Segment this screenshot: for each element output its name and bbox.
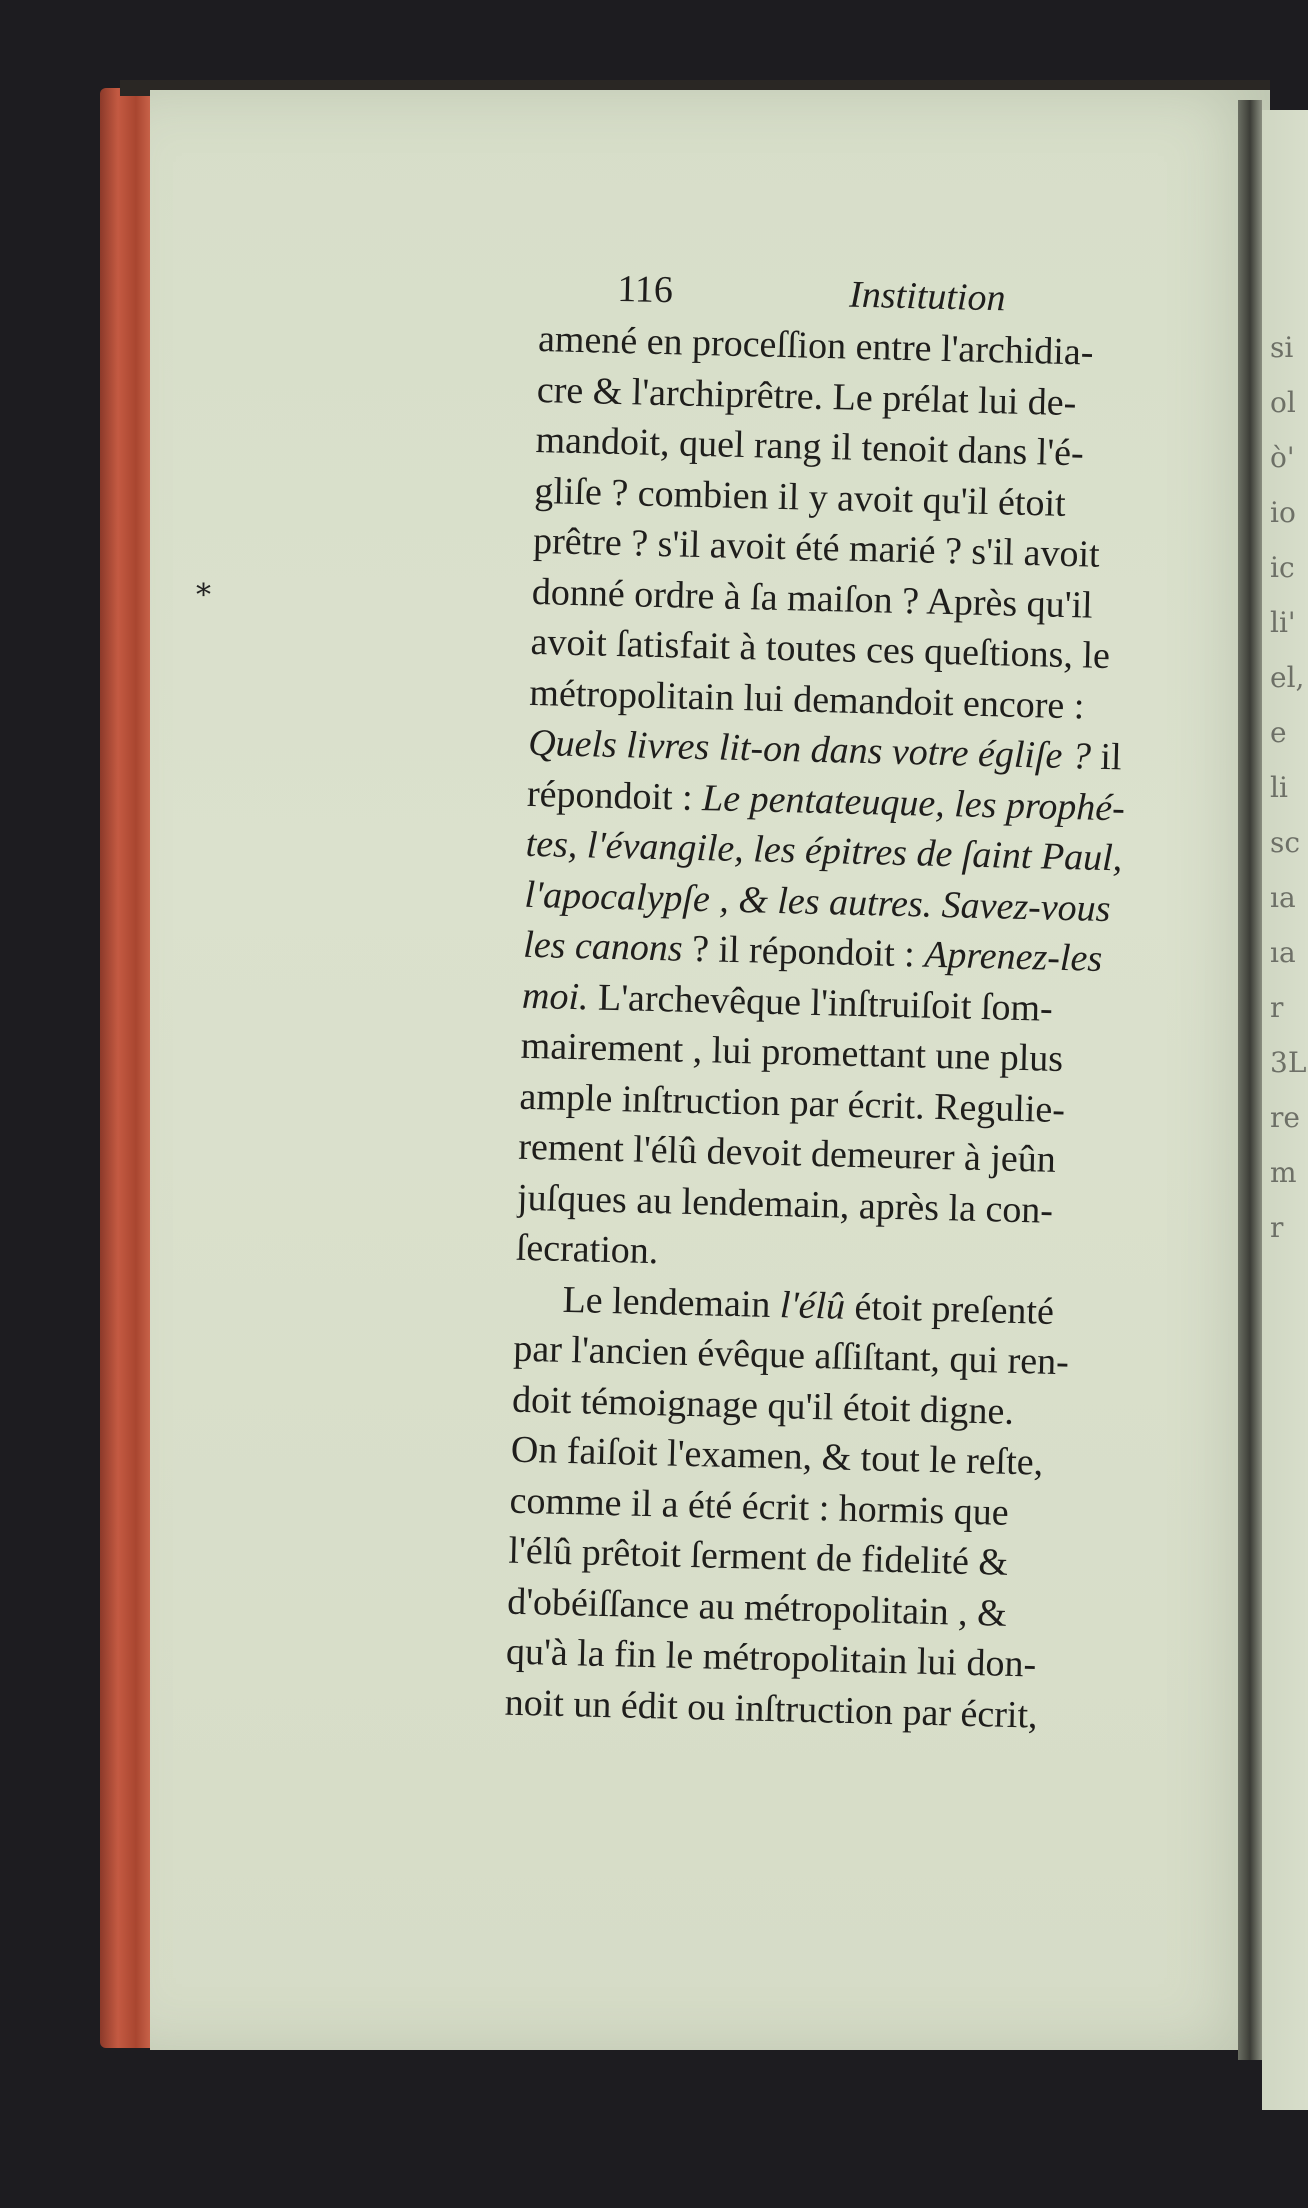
italic-span: Le pentateuque, les prophé- xyxy=(701,776,1126,829)
text-line: par l'ancien évêque aſſiſtant, qui ren- xyxy=(512,1327,1070,1384)
text-line: métropolitain lui demandoit encore : xyxy=(528,671,1085,727)
next-page-fragment: io xyxy=(1270,496,1296,529)
text-line: d'obéiſſance au métropolitain , & xyxy=(506,1580,1008,1635)
text-line: l'apocalypſe , & les autres. Savez-vous xyxy=(524,873,1111,930)
italic-span: moi. xyxy=(521,974,590,1018)
italic-span: Quels livres lit-on dans votre égliſe ? xyxy=(527,721,1092,778)
italic-span: les canons xyxy=(522,923,684,970)
roman-span: Le lendemain xyxy=(562,1278,781,1326)
next-page-fragment: r xyxy=(1270,1211,1284,1244)
next-page-fragment: ıa xyxy=(1270,881,1296,914)
text-line: ample inſtruction par écrit. Regulie- xyxy=(519,1075,1066,1131)
text-line: rement l'élû devoit demeurer à jeûn xyxy=(517,1125,1057,1181)
text-line: ſecration. xyxy=(515,1226,659,1273)
gutter xyxy=(1238,100,1262,2060)
text-line: gliſe ? combien il y avoit qu'il étoit xyxy=(533,469,1067,525)
text-line: qu'à la fin le métropolitain lui don- xyxy=(505,1630,1037,1686)
text-line: juſques au lendemain, après la con- xyxy=(516,1176,1054,1232)
text-line: avoit ſatisfait à toutes ces queſtions, le xyxy=(530,620,1111,678)
text-line: tes, l'évangile, les épitres de ſaint Paul, xyxy=(525,822,1123,880)
text-line: amené en proceſſion entre l'archidia- xyxy=(537,317,1094,374)
text-line: mairement , lui promettant une plus xyxy=(520,1024,1064,1081)
next-page-fragment: sc xyxy=(1270,826,1301,859)
next-page-fragment: li xyxy=(1270,771,1288,804)
next-page-fragment: si xyxy=(1270,331,1294,364)
next-page-fragment: m xyxy=(1270,1156,1297,1189)
next-page-fragment: 3L xyxy=(1270,1046,1307,1079)
text-line: donné ordre à ſa maiſon ? Après qu'il xyxy=(531,570,1094,627)
text-line: cre & l'archiprêtre. Le prélat lui de- xyxy=(536,368,1077,424)
next-page-text-fragments xyxy=(1270,320,1306,1255)
next-page-fragment: ıa xyxy=(1270,936,1296,969)
roman-span: répondoit : xyxy=(526,772,703,819)
page-number: 116 xyxy=(616,267,674,312)
text-line: On faiſoit l'examen, & tout le reſte, xyxy=(510,1428,1044,1484)
roman-span: L'archevêque l'inſtruiſoit ſom- xyxy=(588,975,1054,1030)
italic-span: Aprenez-les xyxy=(923,933,1103,980)
text-line: prêtre ? s'il avoit été marié ? s'il avoit xyxy=(532,519,1101,576)
text-line: l'élû prêtoit ſerment de fidelité & xyxy=(507,1529,1009,1584)
text-block xyxy=(504,262,1240,1745)
roman-span: il xyxy=(1090,735,1123,779)
next-page-fragment: re xyxy=(1270,1101,1300,1134)
next-page-fragment: el, xyxy=(1270,661,1305,694)
text-line: noit un édit ou inſtruction par écrit, xyxy=(504,1681,1039,1737)
next-page-fragment: ò' xyxy=(1270,441,1295,474)
ink-mark: * xyxy=(196,578,211,613)
roman-span: ? il répondoit : xyxy=(682,927,925,976)
text-line: doit témoignage qu'il étoit digne. xyxy=(511,1378,1015,1433)
next-page-fragment: r xyxy=(1270,991,1284,1024)
roman-span: étoit preſenté xyxy=(844,1285,1055,1333)
next-page-fragment: li' xyxy=(1270,606,1296,639)
italic-span: l'élû xyxy=(779,1283,846,1328)
next-page-fragment: e xyxy=(1270,716,1287,749)
next-page-fragment: ol xyxy=(1270,386,1296,419)
running-title: Institution xyxy=(848,273,1006,320)
text-line: mandoit, quel rang il tenoit dans l'é- xyxy=(535,418,1085,475)
next-page-fragment: ic xyxy=(1270,551,1295,584)
text-line: comme il a été écrit : hormis que xyxy=(509,1479,1010,1534)
